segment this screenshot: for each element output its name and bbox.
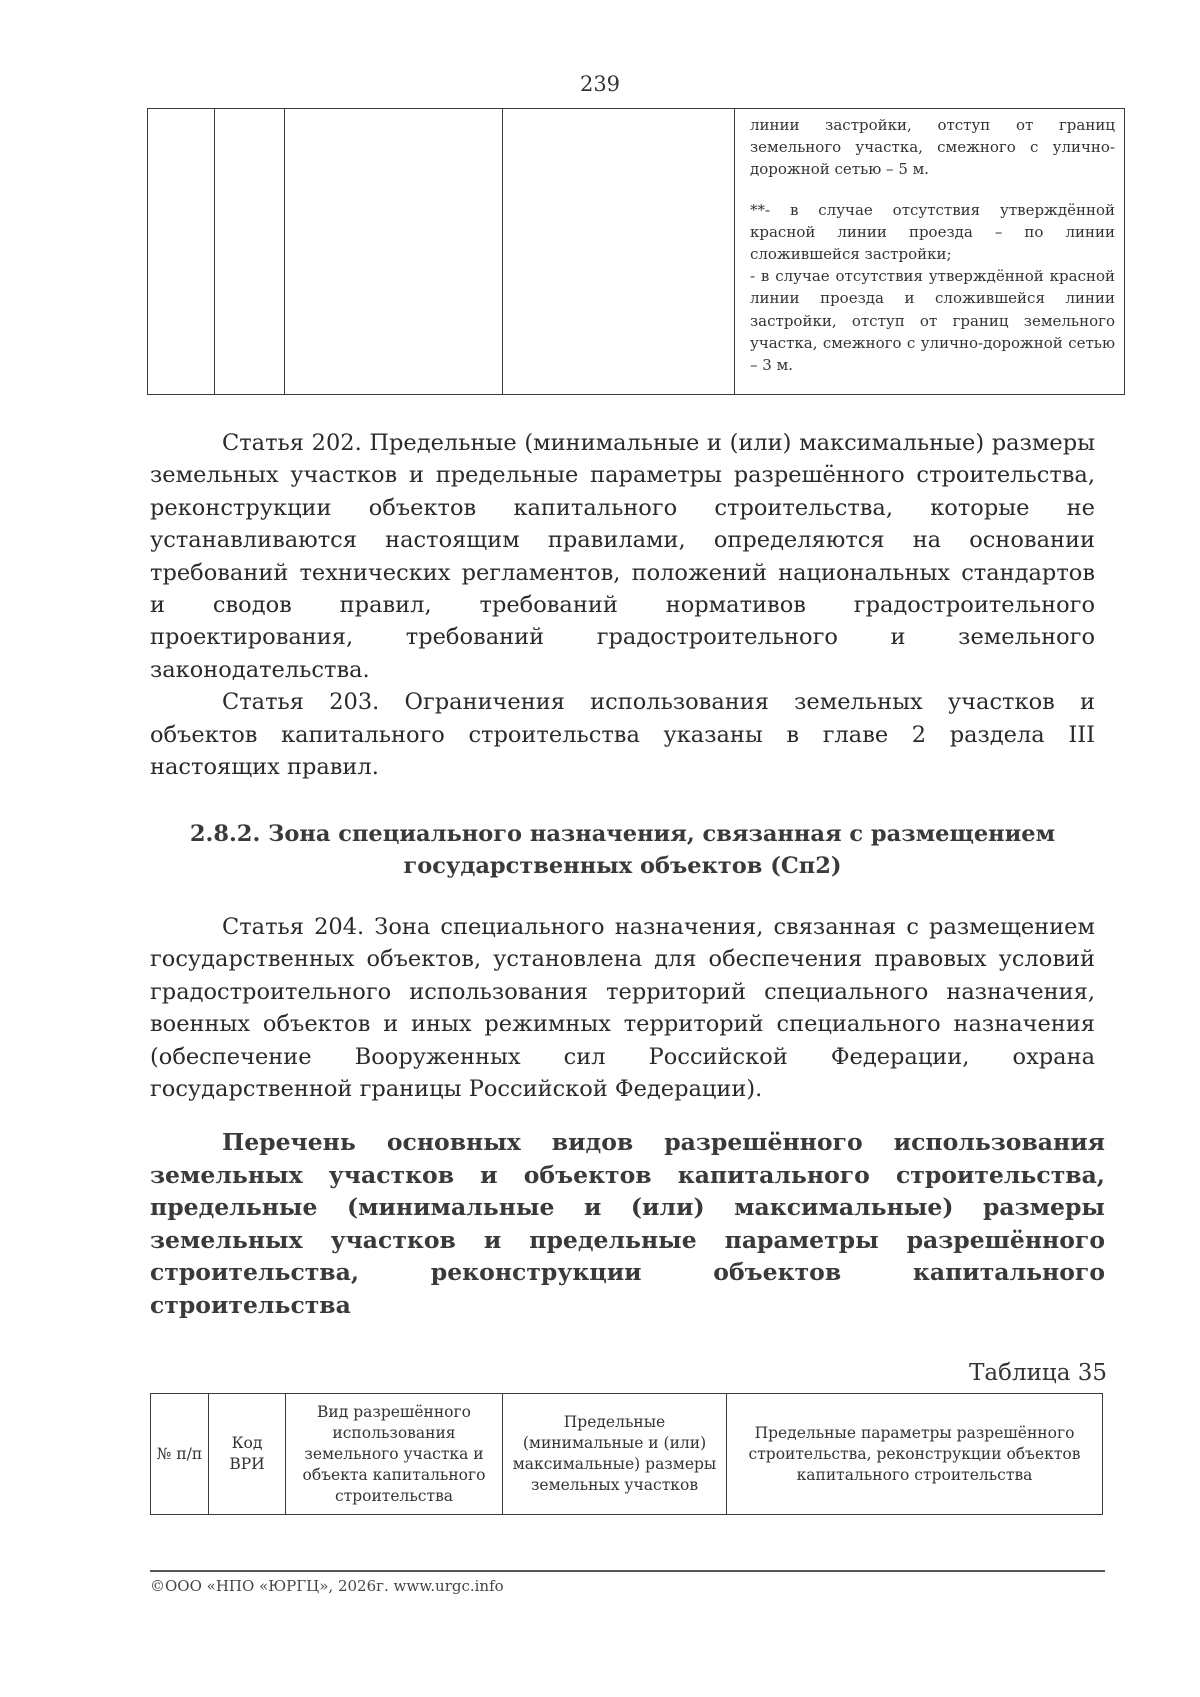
article-203: Статья 203. Ограничения использования земельных участков и объектов капитального строительства указаны в главе 2 раздела III настоящих правил. <box>150 689 1095 781</box>
params-text-1: линии застройки, отступ от границ земельного участка, смежного с улично-дорожной сетью – 5 м. <box>750 116 1115 179</box>
articles-202-203 <box>150 427 1095 783</box>
table-cell-params <box>735 109 1125 395</box>
table-cell-sizes <box>503 109 735 395</box>
continuation-table <box>147 108 1125 395</box>
section-heading-line-1: 2.8.2. Зона специального назначения, связанная с размещением <box>189 821 1056 847</box>
table-label: Таблица 35 <box>969 1360 1107 1386</box>
header-params: Предельные параметры разрешённого строительства, реконструкции объектов капитального строительства <box>727 1394 1103 1515</box>
header-code: Код ВРИ <box>209 1394 286 1515</box>
table-cell-code <box>215 109 285 395</box>
article-204: Статья 204. Зона специального назначения, связанная с размещением государственных объектов, установлена для обеспечения правовых условий градостроительного использования территорий специального назначения, военных объектов и иных режимных территорий специального назначения (обеспечение Вооруженных сил Российской Федерации, охрана государственной границы Российской Федерации). <box>150 914 1095 1103</box>
article-204-block <box>150 911 1095 1105</box>
header-sizes: Предельные (минимальные и (или) максимальные) размеры земельных участков <box>503 1394 727 1515</box>
header-num: № п/п <box>151 1394 209 1515</box>
footer-copyright: ©ООО «НПО «ЮРГЦ», 2026г. www.urgc.info <box>150 1577 504 1595</box>
header-kind: Вид разрешённого использования земельного участка и объекта капитального строительства <box>286 1394 503 1515</box>
params-text-3: - в случае отсутствия утверждённой красной линии проезда и сложившейся линии застройки, отступ от границ земельного участка, смежного с улично-дорожной сетью – 3 м. <box>750 267 1115 375</box>
section-heading <box>150 818 1095 882</box>
params-text-2: **- в случае отсутствия утверждённой красной линии проезда – по линии сложившейся застройки; <box>750 200 1115 264</box>
table-cell-num <box>148 109 215 395</box>
section-heading-line-2: государственных объектов (Сп2) <box>403 853 842 879</box>
table-cell-kind <box>285 109 503 395</box>
footer-divider <box>150 1570 1105 1572</box>
article-202: Статья 202. Предельные (минимальные и (или) максимальные) размеры земельных участков и предельные параметры разрешённого строительства, реконструкции объектов капитального строительства, которые не устанавливаются настоящим правилами, определяются на основании требований технических регламентов, положений национальных стандартов и сводов правил, требований нормативов градостроительного проектирования, требований градостроительного и земельного законодательства. <box>150 430 1095 683</box>
table-row <box>148 109 1125 395</box>
list-heading: Перечень основных видов разрешённого использования земельных участков и объектов капитального строительства, предельные (минимальные и (или) максимальные) размеры земельных участков и предельные параметры разрешённого строительства, реконструкции объектов капитального строительства <box>150 1128 1105 1319</box>
header-row <box>151 1394 1103 1515</box>
page-number: 239 <box>579 72 621 96</box>
table-35-header <box>150 1393 1103 1515</box>
